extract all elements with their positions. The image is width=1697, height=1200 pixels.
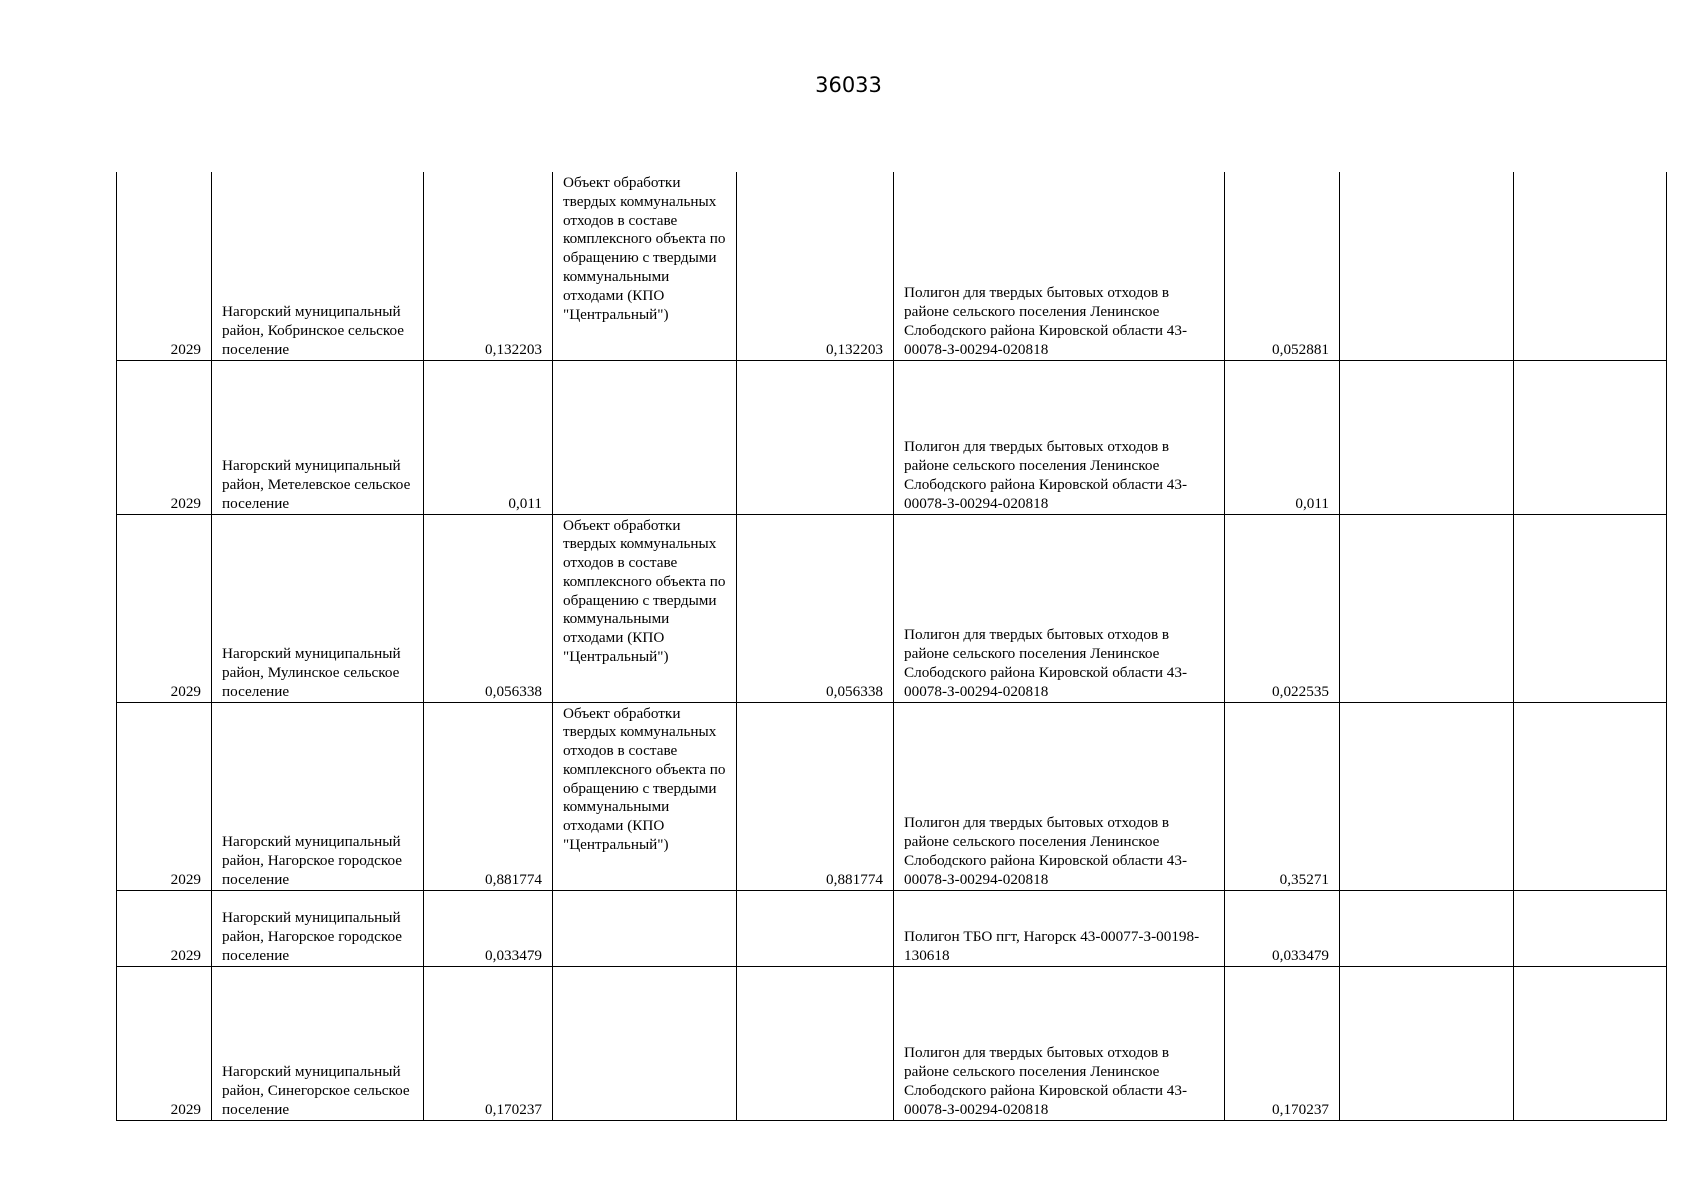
municipality-cell: Нагорский муниципальный район, Нагорское городское поселение <box>212 702 424 890</box>
municipality-cell: Нагорский муниципальный район, Мулинское сельское поселение <box>212 514 424 702</box>
table-row <box>117 514 1667 702</box>
table-row <box>117 890 1667 966</box>
year-cell: 2029 <box>117 360 212 514</box>
processing-object-cell: Объект обработки твердых коммунальных отходов в составе комплексного объекта по обращению с твердыми коммунальными отходами (КПО "Центральный") <box>553 514 737 702</box>
volume-cell: 0,170237 <box>424 966 553 1120</box>
municipality-cell: Нагорский муниципальный район, Кобринское сельское поселение <box>212 172 424 360</box>
processing-volume-cell: 0,132203 <box>737 172 894 360</box>
year-cell: 2029 <box>117 890 212 966</box>
volume-cell: 0,132203 <box>424 172 553 360</box>
processing-volume-cell <box>737 360 894 514</box>
processing-volume-cell <box>737 966 894 1120</box>
processing-object-cell <box>553 360 737 514</box>
disposal-object-cell: Полигон для твердых бытовых отходов в районе сельского поселения Ленинское Слободского района Кировской области 43-00078-З-00294-020818 <box>894 514 1225 702</box>
empty-cell <box>1340 890 1514 966</box>
table-row <box>117 702 1667 890</box>
year-cell: 2029 <box>117 966 212 1120</box>
empty-cell <box>1514 514 1667 702</box>
empty-cell <box>1514 360 1667 514</box>
empty-cell <box>1340 702 1514 890</box>
empty-cell <box>1340 514 1514 702</box>
disposal-object-cell: Полигон для твердых бытовых отходов в районе сельского поселения Ленинское Слободского района Кировской области 43-00078-З-00294-020818 <box>894 360 1225 514</box>
processing-volume-cell: 0,881774 <box>737 702 894 890</box>
disposal-object-cell: Полигон для твердых бытовых отходов в районе сельского поселения Ленинское Слободского района Кировской области 43-00078-З-00294-020818 <box>894 172 1225 360</box>
municipality-cell: Нагорский муниципальный район, Метелевское сельское поселение <box>212 360 424 514</box>
disposal-volume-cell: 0,35271 <box>1225 702 1340 890</box>
waste-flow-table <box>116 172 1667 1121</box>
processing-volume-cell <box>737 890 894 966</box>
volume-cell: 0,011 <box>424 360 553 514</box>
volume-cell: 0,033479 <box>424 890 553 966</box>
empty-cell <box>1514 702 1667 890</box>
disposal-object-cell: Полигон для твердых бытовых отходов в районе сельского поселения Ленинское Слободского района Кировской области 43-00078-З-00294-020818 <box>894 702 1225 890</box>
municipality-cell: Нагорский муниципальный район, Нагорское городское поселение <box>212 890 424 966</box>
empty-cell <box>1514 890 1667 966</box>
processing-volume-cell: 0,056338 <box>737 514 894 702</box>
disposal-object-cell: Полигон для твердых бытовых отходов в районе сельского поселения Ленинское Слободского района Кировской области 43-00078-З-00294-020818 <box>894 966 1225 1120</box>
disposal-object-cell: Полигон ТБО пгт, Нагорск 43-00077-З-00198-130618 <box>894 890 1225 966</box>
municipality-cell: Нагорский муниципальный район, Синегорское сельское поселение <box>212 966 424 1120</box>
disposal-volume-cell: 0,052881 <box>1225 172 1340 360</box>
empty-cell <box>1514 966 1667 1120</box>
empty-cell <box>1340 360 1514 514</box>
processing-object-cell <box>553 890 737 966</box>
empty-cell <box>1340 966 1514 1120</box>
year-cell: 2029 <box>117 172 212 360</box>
year-cell: 2029 <box>117 514 212 702</box>
disposal-volume-cell: 0,033479 <box>1225 890 1340 966</box>
page-number: 36033 <box>815 73 882 97</box>
table-row <box>117 966 1667 1120</box>
disposal-volume-cell: 0,011 <box>1225 360 1340 514</box>
table-row <box>117 172 1667 360</box>
empty-cell <box>1514 172 1667 360</box>
processing-object-cell: Объект обработки твердых коммунальных отходов в составе комплексного объекта по обращению с твердыми коммунальными отходами (КПО "Центральный") <box>553 172 737 360</box>
volume-cell: 0,056338 <box>424 514 553 702</box>
processing-object-cell: Объект обработки твердых коммунальных отходов в составе комплексного объекта по обращению с твердыми коммунальными отходами (КПО "Центральный") <box>553 702 737 890</box>
table-row <box>117 360 1667 514</box>
empty-cell <box>1340 172 1514 360</box>
disposal-volume-cell: 0,170237 <box>1225 966 1340 1120</box>
year-cell: 2029 <box>117 702 212 890</box>
volume-cell: 0,881774 <box>424 702 553 890</box>
disposal-volume-cell: 0,022535 <box>1225 514 1340 702</box>
processing-object-cell <box>553 966 737 1120</box>
